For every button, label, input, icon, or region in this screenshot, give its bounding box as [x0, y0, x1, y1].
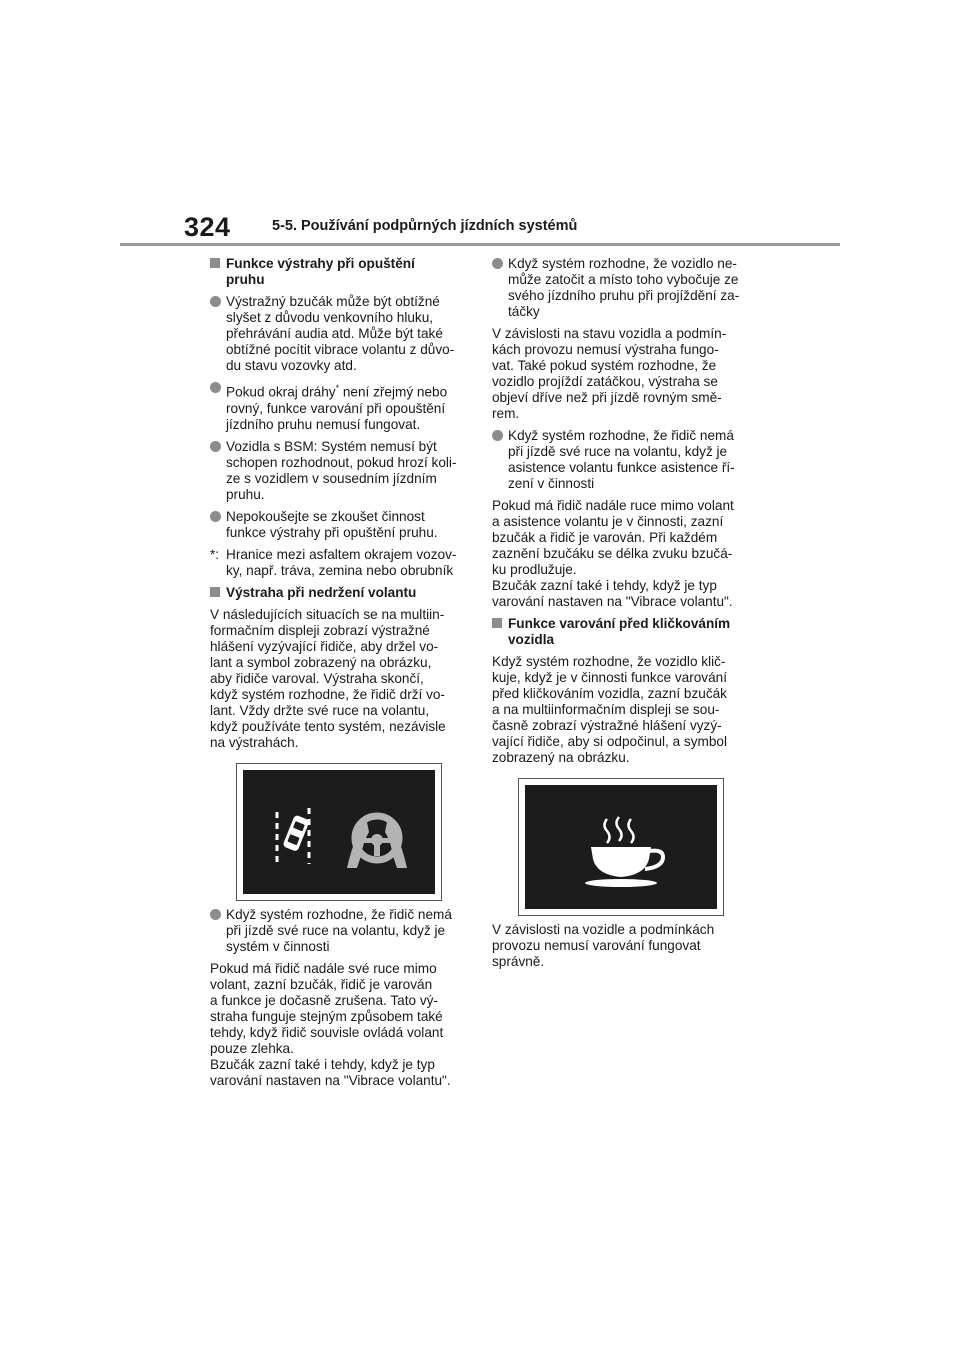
paragraph: V závislosti na vozidle a podmínkách provozu nemusí varování fungovat správně. [492, 922, 715, 969]
paragraph: Když systém rozhodne, že vozidlo klič- kuje, když je v činnosti funkce varování před kličkováním vozidla, zazní bzučák a na multiinformačním displeji se sou- časně zobrazí výstražné hlášení vyzý- vající řidiče, aby si odpočinul, a symbol zobrazený na obrázku. [492, 654, 727, 765]
square-bullet-icon [492, 618, 502, 628]
square-bullet-icon [210, 587, 220, 597]
bullet-item: Když systém rozhodne, že vozidlo ne- může zatočit a místo toho vybočuje ze svého jízdního pruhu při projíždění za- táčky [492, 256, 754, 320]
left-column [210, 256, 472, 1095]
chapter-title: 5-5. Používání podpůrných jízdních systémů [272, 218, 578, 234]
section-heading: Funkce výstrahy při opuštění pruhu [210, 256, 472, 288]
round-bullet-icon [210, 511, 221, 522]
header-divider [120, 243, 840, 246]
bullet-item: Když systém rozhodne, že řidič nemá při jízdě své ruce na volantu, když je systém v činnosti [210, 907, 472, 955]
round-bullet-icon [492, 430, 503, 441]
display-screen [243, 770, 435, 894]
round-bullet-icon [492, 258, 503, 269]
footnote-ref: * [335, 383, 340, 393]
bullet-item: Když systém rozhodne, že řidič nemá při jízdě své ruce na volantu, když je asistence volantu funkce asistence ří- zení v činnosti [492, 428, 754, 492]
footnote-mark: *: [210, 546, 220, 562]
paragraph: V následujících situacích se na multiin- formačním displeji zobrazí výstražné hlášení vyzývající řidiče, aby držel vo- lant a symbol zobrazený na obrázku, aby řidiče varoval. Výstraha skončí, když systém rozhodne, že řidič drží vo- lant. Vždy držte své ruce na volantu, když používáte tento systém, nezávisle na výstrahách. [210, 606, 446, 750]
drowsiness-warning-figure [518, 778, 724, 916]
lane-departure-icon [277, 808, 310, 864]
section-heading: Výstraha při nedržení volantu [210, 585, 472, 601]
bullet-item: Pokud okraj dráhy* není zřejmý nebo rovný, funkce varování při opouštění jízdního pruhu nemusí fungovat. [210, 380, 472, 433]
bullet-item: Vozidla s BSM: Systém nemusí být schopen rozhodnout, pokud hrozí koli- ze s vozidlem v sousedním jízdním pruhu. [210, 439, 472, 503]
section-heading: Funkce varování před kličkováním vozidla [492, 616, 754, 648]
paragraph: V závislosti na stavu vozidla a podmín- kách provozu nemusí výstraha fungo- vat. Také pokud systém rozhodne, že vozidlo projíždí zatáčkou, výstraha se objeví dříve než při jízdě rovným smě- rem. [492, 326, 727, 421]
hands-on-steering-wheel-icon [347, 816, 407, 868]
footnote: *: Hranice mezi asfaltem okrajem vozov- ky, např. tráva, zemina nebo obrubník [210, 546, 457, 578]
square-bullet-icon [210, 258, 220, 268]
page-number: 324 [184, 212, 231, 242]
bullet-item: Nepokoušejte se zkoušet činnost funkce výstrahy při opuštění pruhu. [210, 509, 472, 541]
round-bullet-icon [210, 441, 221, 452]
paragraph: Pokud má řidič nadále ruce mimo volant a asistence volantu je v činnosti, zazní bzučák a řidič je varován. Při každém zaznění bzučáku se délka zvuku bzučá- ku prodlužuje. Bzučák zazní také i tehdy, když je typ varování nastaven na "Vibrace volantu". [492, 498, 734, 609]
paragraph: Pokud má řidič nadále své ruce mimo volant, zazní bzučák, řidič je varován a funkce je dočasně zrušena. Tato vý- straha funguje stejným způsobem také tehdy, když řidič souvisle ovládá volant pouze zlehka. Bzučák zazní také i tehdy, když je typ varování nastaven na "Vibrace volantu". [210, 960, 451, 1088]
display-screen [525, 785, 717, 909]
round-bullet-icon [210, 296, 221, 307]
hands-off-warning-figure [236, 763, 442, 901]
round-bullet-icon [210, 382, 221, 393]
bullet-item: Výstražný bzučák může být obtížné slyšet z důvodu venkovního hluku, přehrávání audia atd. Může být také obtížné pocítit vibrace volantu z důvo- du stavu vozovky atd. [210, 294, 472, 374]
round-bullet-icon [210, 909, 221, 920]
right-column [492, 256, 754, 976]
coffee-cup-icon [525, 785, 717, 909]
